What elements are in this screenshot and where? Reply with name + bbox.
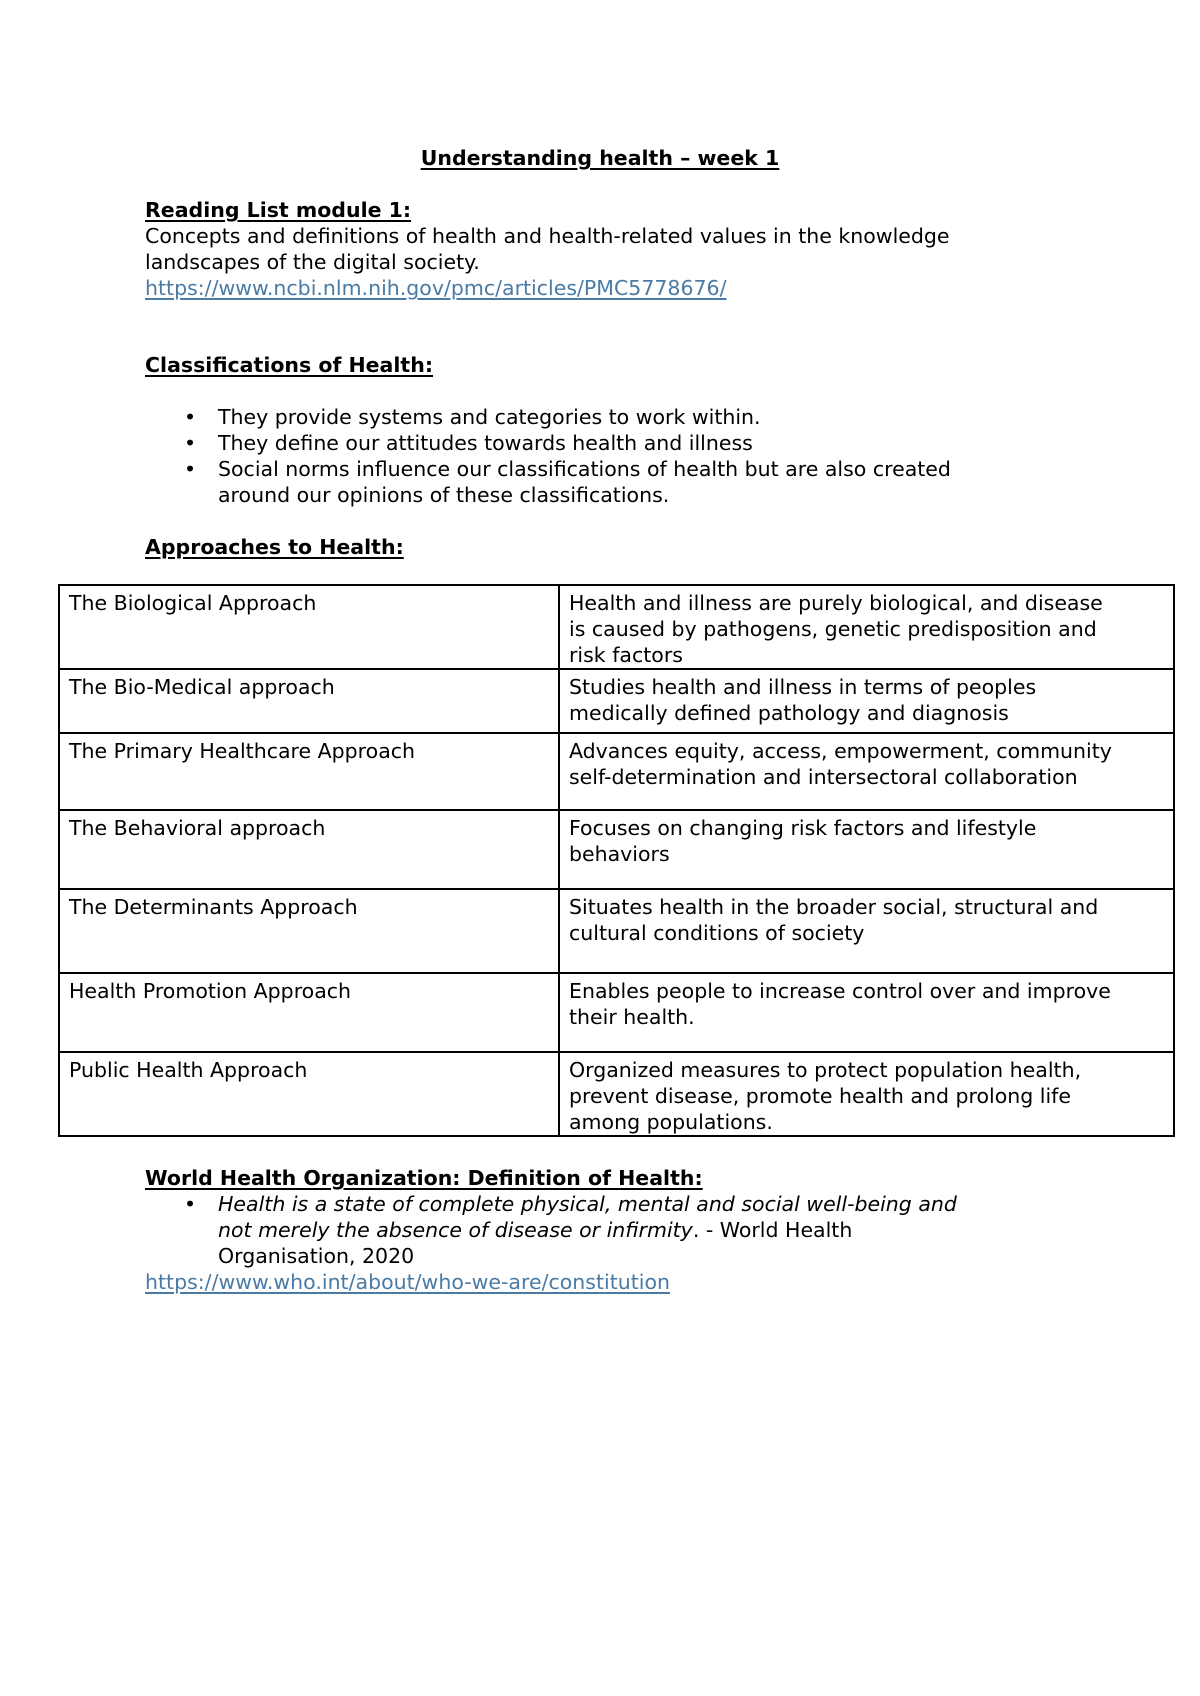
approach-description [559,733,1174,810]
reading-list-section [145,197,1045,301]
list-item-text: • Social norms influence our classifications of health but are also created [218,457,951,481]
approach-description-line: Focuses on changing risk factors and lifestyle [569,816,1037,840]
table-row [59,973,1174,1052]
approach-description [559,585,1174,669]
ncbi-link[interactable]: https://www.ncbi.nlm.nih.gov/pmc/articles/PMC5778676/ [145,276,727,300]
who-attribution: . - World Health [692,1218,853,1242]
approach-description-line: medically defined pathology and diagnosis [569,701,1009,725]
approaches-heading-block [145,534,1045,560]
list-item-text: • They provide systems and categories to work within. [218,405,761,429]
who-attribution-line: Organisation, 2020 [218,1244,415,1268]
approach-name: The Biological Approach [59,585,559,669]
approach-description-line: Studies health and illness in terms of peoples [569,675,1037,699]
who-definition-list [145,1191,1045,1269]
approach-description-line: Enables people to increase control over and improve [569,979,1111,1003]
table-row [59,733,1174,810]
approach-description-line: Situates health in the broader social, structural and [569,895,1099,919]
table-row [59,585,1174,669]
list-item [145,456,1045,508]
list-item-text: • They define our attitudes towards health and illness [218,431,753,455]
classifications-list [145,404,1045,508]
approach-name: Public Health Approach [59,1052,559,1136]
approach-name: The Behavioral approach [59,810,559,889]
approach-description-line: Health and illness are purely biological, and disease [569,591,1103,615]
who-quote-line1: Health is a state of complete physical, mental and social well-being and [218,1192,957,1216]
table-row [59,889,1174,973]
approach-description-line: Advances equity, access, empowerment, community [569,739,1112,763]
approach-description-line: their health. [569,1005,695,1029]
approach-description-line: prevent disease, promote health and prolong life [569,1084,1071,1108]
reading-list-heading: Reading List module 1: [145,198,412,222]
reading-list-text-line1: Concepts and definitions of health and health-related values in the knowledge [145,224,950,248]
approach-description-line: among populations. [569,1110,773,1134]
table-row [59,1052,1174,1136]
approach-description-line: Organized measures to protect population health, [569,1058,1082,1082]
reading-list-text-line2: landscapes of the digital society. [145,250,480,274]
approach-description [559,889,1174,973]
list-item [145,1191,1045,1269]
approaches-heading: Approaches to Health: [145,535,404,559]
approach-description-line: behaviors [569,842,670,866]
approach-description-line: risk factors [569,643,683,667]
table-row [59,669,1174,733]
classifications-heading: Classifications of Health: [145,353,434,377]
table-row [59,810,1174,889]
approach-description-line: self-determination and intersectoral collaboration [569,765,1078,789]
approach-name: The Bio-Medical approach [59,669,559,733]
approach-name: Health Promotion Approach [59,973,559,1052]
who-section [145,1165,1045,1295]
list-item [145,430,1045,456]
approach-description-line: cultural conditions of society [569,921,865,945]
approach-description-line: is caused by pathogens, genetic predisposition and [569,617,1097,641]
approach-name: The Primary Healthcare Approach [59,733,559,810]
approach-description [559,973,1174,1052]
approaches-table [58,584,1175,1137]
approach-name: The Determinants Approach [59,889,559,973]
who-quote-line2: not merely the absence of disease or infirmity [218,1218,693,1242]
list-item [145,404,1045,430]
approach-description [559,669,1174,733]
page-title: Understanding health – week 1 [420,146,780,170]
approach-description [559,1052,1174,1136]
who-heading: World Health Organization: Definition of Health: [145,1166,703,1190]
list-item-text: around our opinions of these classifications. [218,483,670,507]
classifications-section [145,352,1045,508]
approach-description [559,810,1174,889]
who-link[interactable]: https://www.who.int/about/who-we-are/constitution [145,1270,670,1294]
